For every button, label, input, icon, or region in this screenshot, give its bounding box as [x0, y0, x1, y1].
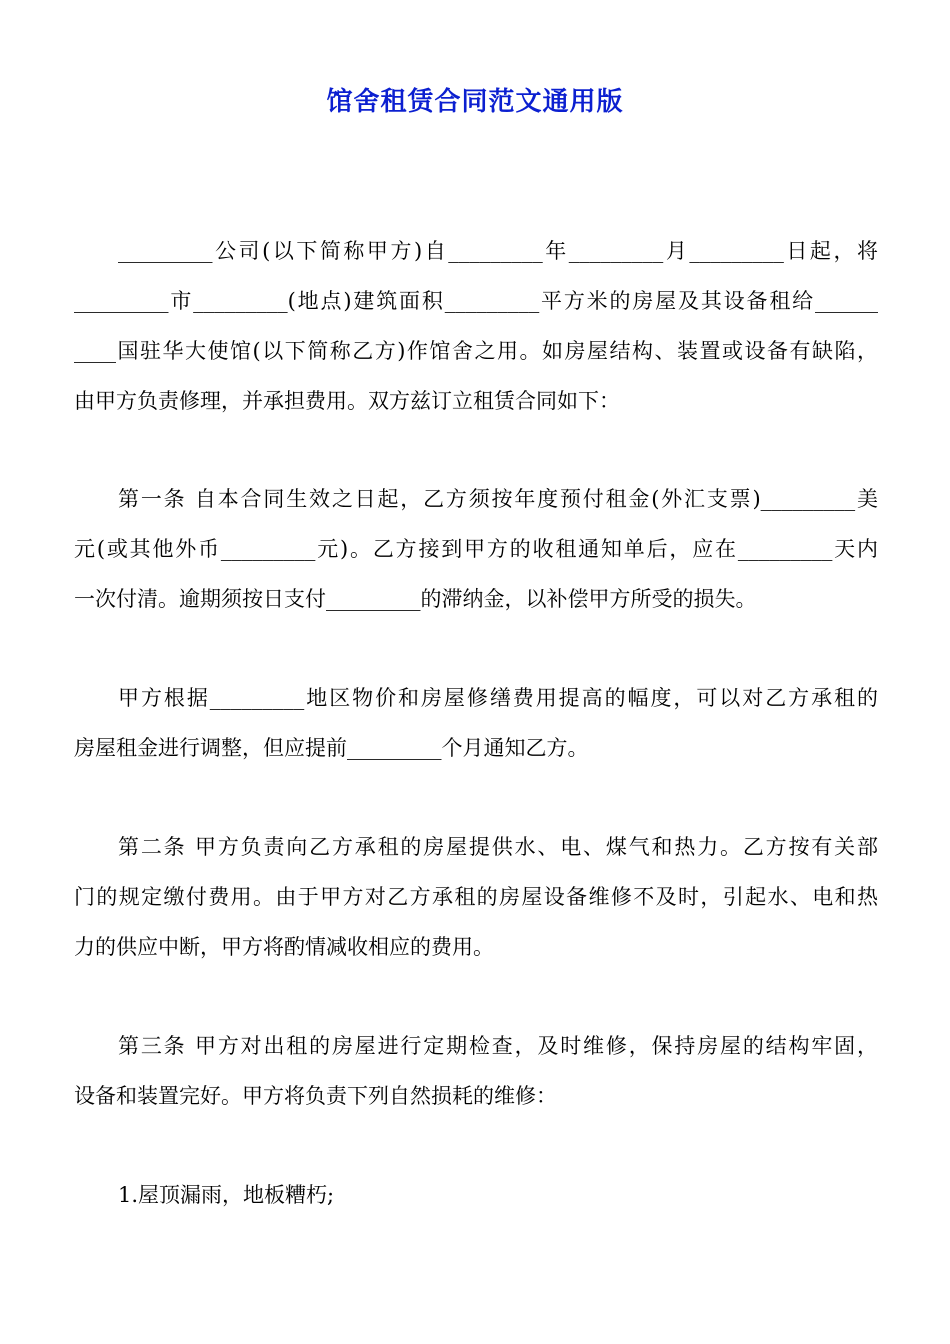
text-line: _________市_________(地点)建筑面积_________平方米的房屋及其设备租给______: [74, 289, 878, 313]
text-line: 房屋租金进行调整，但应提前_________个月通知乙方。: [74, 736, 589, 760]
text-line: 第一条 自本合同生效之日起，乙方须按年度预付租金(外汇支票)_________美: [118, 487, 878, 511]
text-line: 1.屋顶漏雨，地板糟朽;: [118, 1183, 335, 1207]
text-line: 第二条 甲方负责向乙方承租的房屋提供水、电、煤气和热力。乙方按有关部: [118, 835, 878, 859]
text-line: 力的供应中断，甲方将酌情减收相应的费用。: [74, 935, 494, 959]
paragraph-article-3: [74, 1021, 878, 1121]
text-line: 门的规定缴付费用。由于甲方对乙方承租的房屋设备维修不及时，引起水、电和热: [74, 885, 878, 909]
text-line: ____国驻华大使馆(以下简称乙方)作馆舍之用。如房屋结构、装置或设备有缺陷，: [74, 339, 878, 363]
text-line: 甲方根据_________地区物价和房屋修缮费用提高的幅度，可以对乙方承租的: [118, 686, 878, 710]
paragraph-article-2: [74, 822, 878, 972]
paragraph-intro: [74, 226, 878, 426]
paragraph-rent-adjustment: [74, 673, 878, 773]
text-line: 由甲方负责修理，并承担费用。双方兹订立租赁合同如下：: [74, 389, 620, 413]
text-line: 第三条 甲方对出租的房屋进行定期检查，及时维修，保持房屋的结构牢固，: [118, 1034, 878, 1058]
document-title: 馆舍租赁合同范文通用版: [326, 87, 624, 117]
text-line: 一次付清。逾期须按日支付_________的滞纳金，以补偿甲方所受的损失。: [74, 587, 757, 611]
text-line: 元(或其他外币_________元)。乙方接到甲方的收租通知单后，应在_________天内: [74, 537, 878, 561]
paragraph-article-1: [74, 474, 878, 624]
paragraph-item-1: [74, 1170, 878, 1220]
text-line: 设备和装置完好。甲方将负责下列自然损耗的维修：: [74, 1084, 557, 1108]
text-line: _________公司(以下简称甲方)自_________年_________月_________日起，将: [118, 239, 878, 263]
